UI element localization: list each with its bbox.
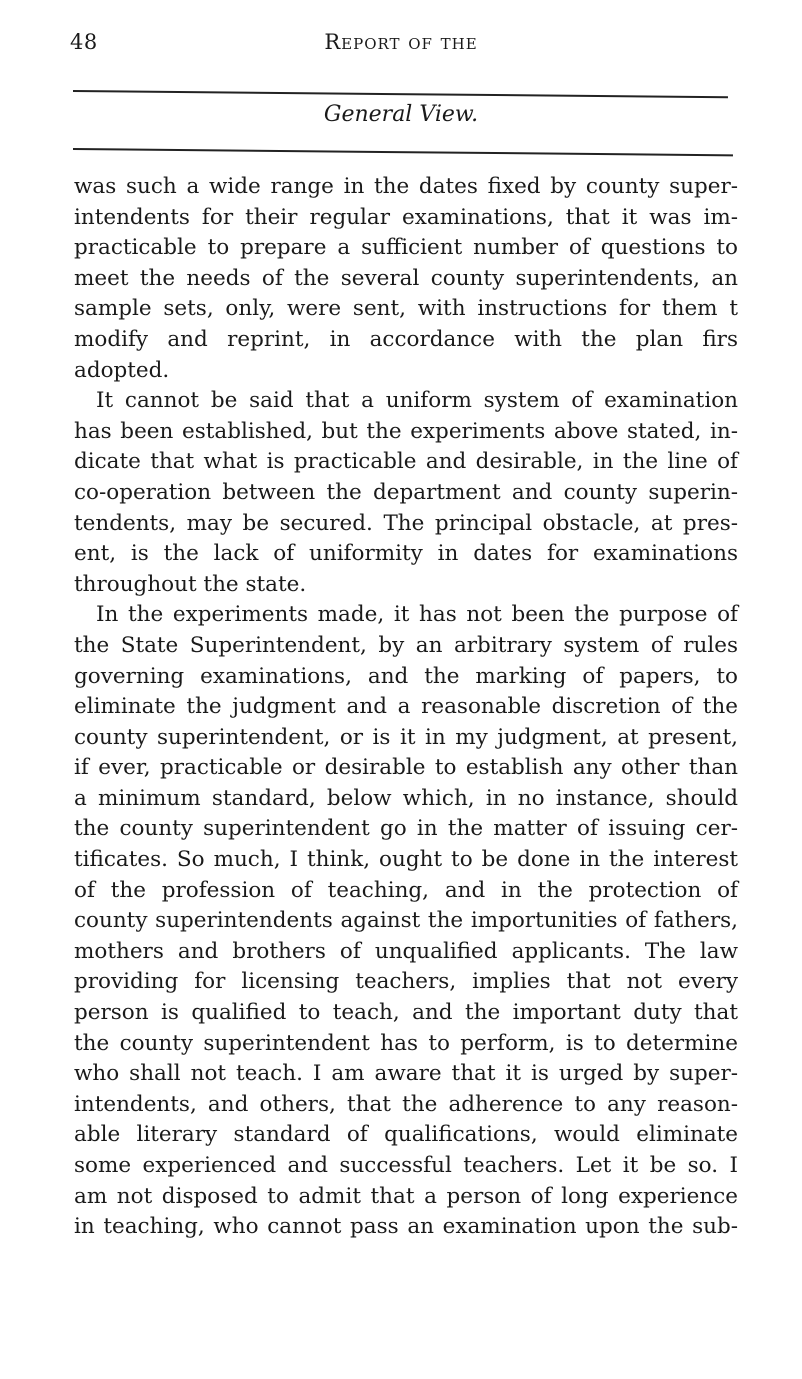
text-line: eliminate the judgment and a reasonable discretion of the	[74, 694, 738, 720]
text-line: the county superintendent has to perform, is to determine	[74, 1030, 738, 1056]
text-line: tendents, may be secured. The principal obstacle, at pres-	[74, 510, 738, 536]
text-line: ent, is the lack of uniformity in dates for examinations	[74, 541, 738, 567]
text-line: intendents, and others, that the adherence to any reason-	[74, 1091, 738, 1117]
body-text	[74, 172, 738, 1243]
text-line: meet the needs of the several county superintendents, an	[74, 265, 738, 291]
text-line: governing examinations, and the marking of papers, to	[74, 663, 738, 689]
text-line: if ever, practicable or desirable to establish any other than	[74, 755, 738, 781]
text-line: person is qualified to teach, and the important duty that	[74, 1000, 738, 1026]
text-line: throughout the state.	[74, 571, 307, 597]
text-line: dicate that what is practicable and desirable, in the line of	[74, 449, 738, 475]
text-line: in teaching, who cannot pass an examination upon the sub-	[74, 1214, 738, 1240]
text-line: adopted.	[74, 357, 170, 383]
text-line: sample sets, only, were sent, with instructions for them t	[74, 296, 738, 322]
text-line: able literary standard of qualifications, would eliminate	[74, 1122, 738, 1148]
text-line: who shall not teach. I am aware that it is urged by super-	[74, 1061, 738, 1087]
text-line: some experienced and successful teachers. Let it be so. I	[74, 1153, 738, 1178]
text-line: In the experiments made, it has not been the purpose of	[96, 602, 738, 628]
text-line: county superintendents against the importunities of fathers,	[74, 908, 738, 934]
header-rule-top	[73, 90, 728, 98]
page-number: 48	[70, 30, 98, 54]
text-line: modify and reprint, in accordance with the plan firs	[74, 326, 738, 352]
text-line: county superintendent, or is it in my judgment, at present,	[74, 724, 738, 750]
text-line: It cannot be said that a uniform system of examination	[96, 388, 738, 414]
text-line: intendents for their regular examinations, that it was im-	[74, 204, 738, 230]
header-rule-bottom	[73, 148, 733, 156]
text-line: was such a wide range in the dates fixed by county super-	[74, 174, 738, 199]
text-line: am not disposed to admit that a person of long experience	[74, 1183, 738, 1209]
text-line: providing for licensing teachers, implies that not every	[74, 969, 738, 995]
text-line: the State Superintendent, by an arbitrary system of rules	[74, 632, 738, 658]
running-head: Report of the	[324, 30, 478, 54]
text-line: co-operation between the department and county superin-	[74, 479, 738, 505]
section-title: General View.	[323, 102, 479, 127]
text-line: practicable to prepare a sufficient number of questions to	[74, 235, 738, 261]
text-line: tificates. So much, I think, ought to be done in the interest	[74, 847, 738, 873]
text-line: has been established, but the experiments above stated, in-	[74, 418, 738, 444]
text-line: the county superintendent go in the matter of issuing cer-	[74, 816, 738, 842]
text-line: of the profession of teaching, and in the protection of	[74, 877, 738, 903]
text-line: mothers and brothers of unqualified applicants. The law	[74, 938, 738, 964]
text-line: a minimum standard, below which, in no instance, should	[74, 785, 738, 811]
